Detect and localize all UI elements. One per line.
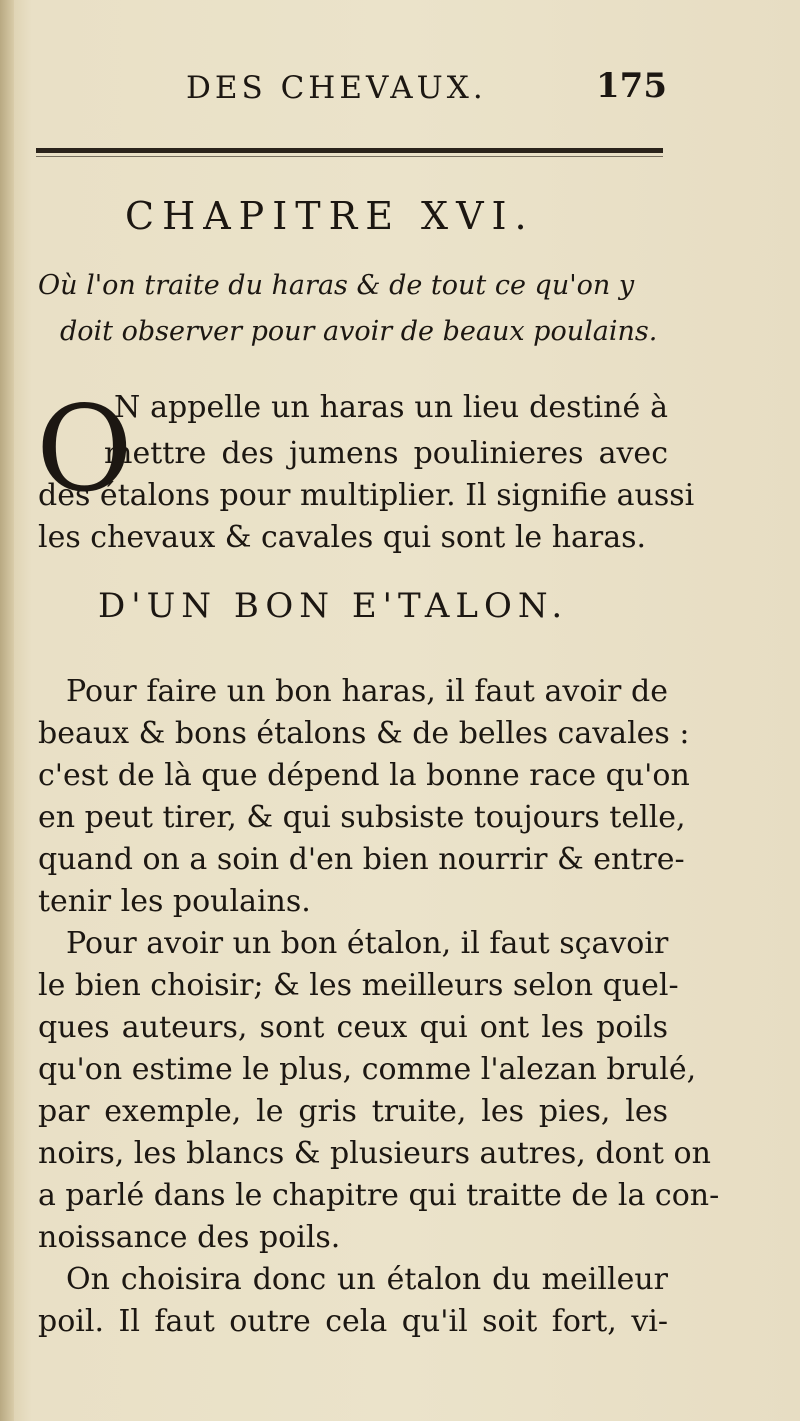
chapter-title: CHAPITRE XVI. — [125, 194, 535, 238]
paragraph-line: noissance des poils. — [38, 1220, 341, 1255]
chapter-subtitle-line: doit observer pour avoir de beaux poulains. — [60, 316, 658, 347]
paragraph-line: N appelle un haras un lieu destiné à — [114, 390, 668, 425]
paragraph-line: a parlé dans le chapitre qui traitte de la con- — [38, 1178, 720, 1213]
paragraph-line: Pour faire un bon haras, il faut avoir de — [66, 674, 668, 709]
paragraph-line: des étalons pour multiplier. Il signifie aussi — [38, 478, 695, 513]
paragraph-line: par exemple, le gris truite, les pies, les — [38, 1094, 668, 1129]
page-gutter — [0, 0, 14, 1421]
chapter-subtitle-line: Où l'on traite du haras & de tout ce qu'on y — [38, 270, 635, 301]
drop-cap: O — [36, 380, 133, 518]
paragraph-line: noirs, les blancs & plusieurs autres, dont on — [38, 1136, 711, 1171]
paragraph-line: c'est de là que dépend la bonne race qu'on — [38, 758, 690, 793]
paragraph-line: On choisira donc un étalon du meilleur — [66, 1262, 668, 1297]
paragraph-line: tenir les poulains. — [38, 884, 311, 919]
paragraph-line: poil. Il faut outre cela qu'il soit fort, vi- — [38, 1304, 668, 1339]
running-title: DES CHEVAUX. — [186, 70, 487, 106]
section-title: D'UN BON E'TALON. — [98, 586, 569, 626]
paragraph-line: quand on a soin d'en bien nourrir & entre- — [38, 842, 685, 877]
page-number: 175 — [596, 66, 667, 106]
paragraph-line: mettre des jumens poulinieres avec — [104, 436, 668, 471]
paragraph-line: beaux & bons étalons & de belles cavales : — [38, 716, 690, 751]
paragraph-line: ques auteurs, sont ceux qui ont les poils — [38, 1010, 668, 1045]
paragraph-line: en peut tirer, & qui subsiste toujours telle, — [38, 800, 686, 835]
header-rule — [36, 148, 663, 153]
paragraph-line: le bien choisir; & les meilleurs selon quel- — [38, 968, 679, 1003]
paragraph-line: les chevaux & cavales qui sont le haras. — [38, 520, 647, 555]
paragraph-line: qu'on estime le plus, comme l'alezan brulé, — [38, 1052, 697, 1087]
paragraph-line: Pour avoir un bon étalon, il faut sçavoir — [66, 926, 669, 961]
header-rule-thin — [36, 156, 663, 157]
